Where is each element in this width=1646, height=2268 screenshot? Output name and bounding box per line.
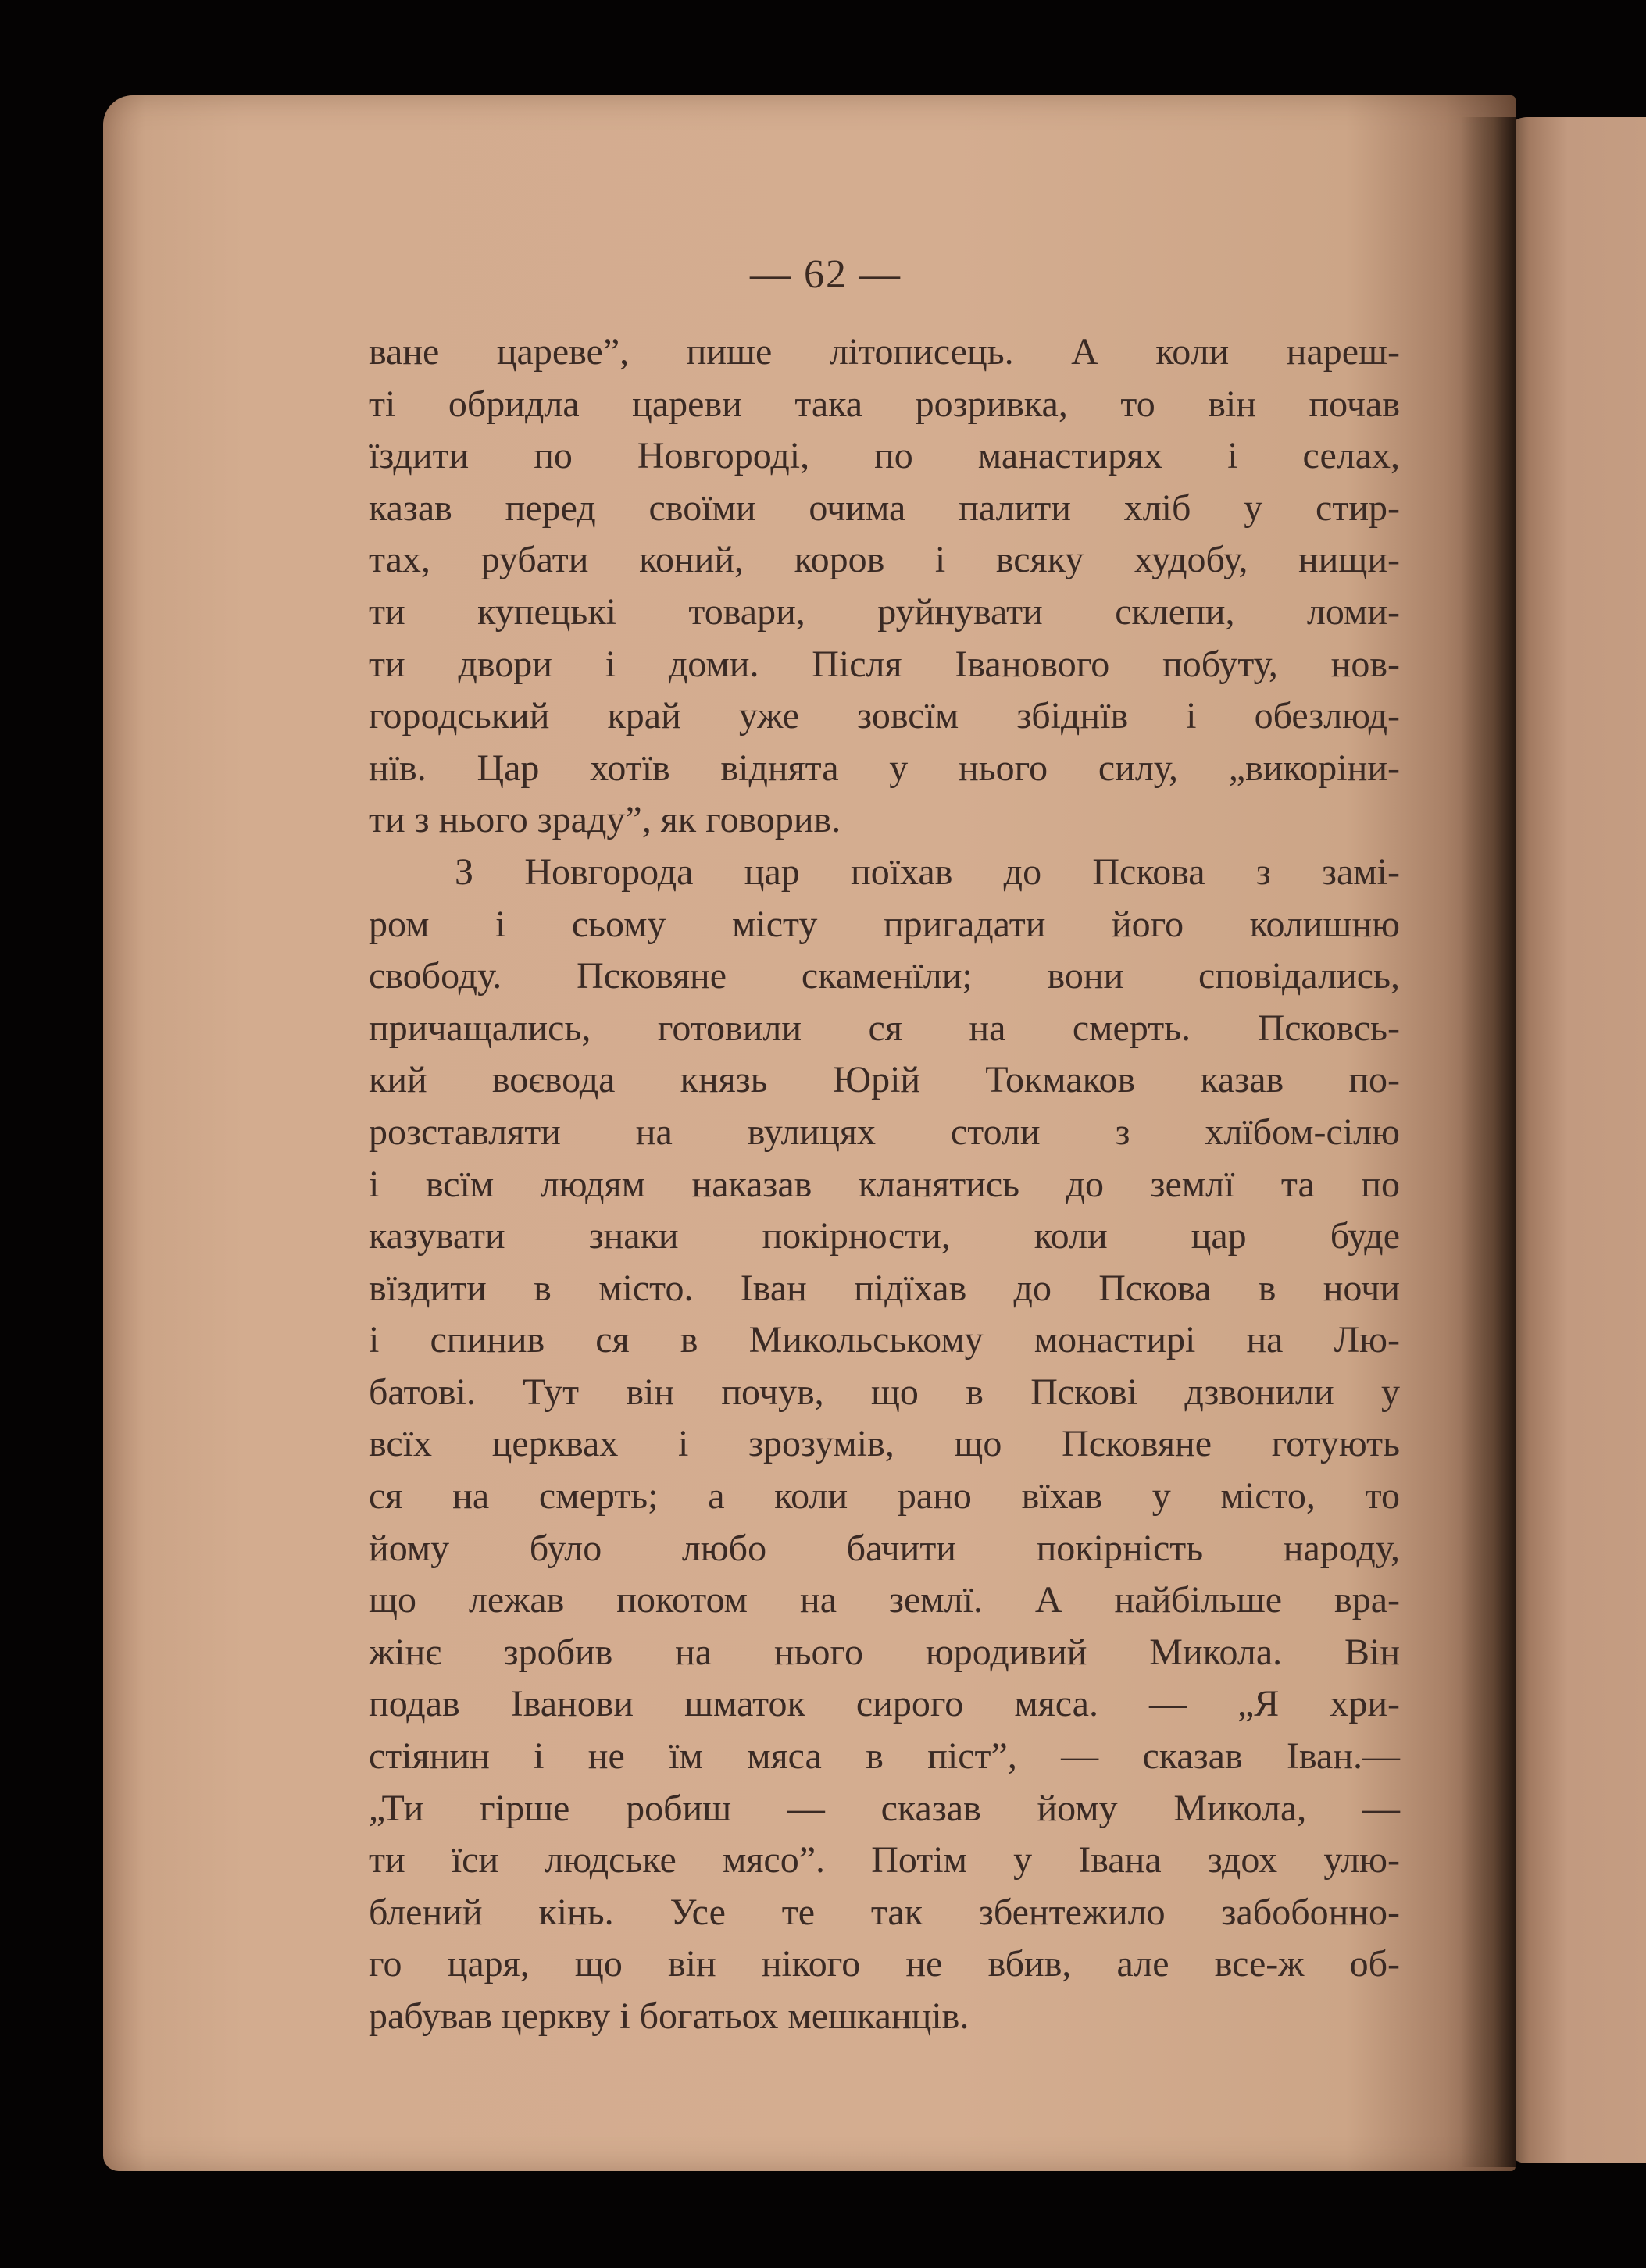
text-line: ти двори і доми. Після Іванового побуту, нов-	[369, 643, 1400, 685]
text-line: подав Іванови шматок сирого мяса. — „Я хри-	[369, 1683, 1400, 1725]
text-line: ти з нього зраду”, як говорив.	[369, 799, 841, 841]
text-line: ті обридла цареви така розривка, то він почав	[369, 383, 1400, 425]
text-line: їздити по Новгороді, по манастирях і селах,	[369, 435, 1400, 477]
text-line: „Ти гірше робиш — сказав йому Микола, —	[369, 1787, 1400, 1829]
text-line: ром і сьому місту пригадати його колишню	[369, 903, 1400, 945]
page-number: — 62 —	[750, 252, 902, 297]
text-line: рабував церкву і богатьох мешканців.	[369, 1995, 969, 2037]
text-line: блений кінь. Усе те так збентежило забобонно-	[369, 1891, 1400, 1933]
text-line: причащались, готовили ся на смерть. Псковсь-	[369, 1007, 1400, 1049]
page-gutter-shadow	[1461, 117, 1516, 2167]
text-line: вїздити в місто. Іван підїхав до Пскова в ночи	[369, 1267, 1400, 1309]
text-line: го царя, що він нікого не вбив, але все-ж об-	[369, 1943, 1400, 1985]
text-line: казувати знаки покірности, коли цар буде	[369, 1215, 1400, 1257]
text-line: ти їси людське мясо”. Потім у Івана здох улю-	[369, 1839, 1400, 1881]
text-line: ся на смерть; а коли рано вїхав у місто, то	[369, 1475, 1400, 1517]
text-line: ване царeве”, пише літописець. А коли нареш-	[369, 331, 1400, 373]
adjacent-page-edge	[1504, 117, 1646, 2163]
text-line: свободу. Псковяне скаменїли; вони сповідались,	[369, 955, 1400, 997]
text-line: казав перед своїми очима палити хліб у стир-	[369, 487, 1400, 529]
text-line: стіянин і не їм мяса в піст”, — сказав Іван.—	[369, 1735, 1400, 1778]
text-line: батові. Тут він почув, що в Пскові дзвонили у	[369, 1371, 1400, 1413]
text-line: ти купецькі товари, руйнувати склепи, ломи-	[369, 590, 1400, 633]
text-line: йому було любо бачити покірність народу,	[369, 1527, 1400, 1569]
text-line: жінє зробив на нього юродивий Микола. Він	[369, 1631, 1400, 1673]
text-line: тах, рубати коний, коров і всяку худобу, нищи-	[369, 539, 1400, 581]
text-line: всїх церквах і зрозумів, що Псковяне готують	[369, 1423, 1400, 1465]
page-text	[369, 326, 1400, 2043]
text-line: розставляти на вулицях столи з хлїбом-сілю	[369, 1111, 1400, 1153]
text-line: і спинив ся в Микольському монастирі на Лю-	[369, 1319, 1400, 1361]
text-line: що лежав покотом на землї. А найбільше вра-	[369, 1579, 1400, 1621]
text-line: нїв. Цар хотїв віднята у нього силу, „викоріни-	[369, 747, 1400, 789]
text-line: кий воєвода князь Юрій Токмаков казав по-	[369, 1059, 1400, 1101]
text-line: і всїм людям наказав кланятись до землї та по	[369, 1163, 1400, 1205]
text-line: З Новгорода цар поїхав до Пскова з замі-	[455, 850, 1400, 893]
text-line: городський край уже зовсїм збіднїв і обезлюд-	[369, 695, 1400, 737]
